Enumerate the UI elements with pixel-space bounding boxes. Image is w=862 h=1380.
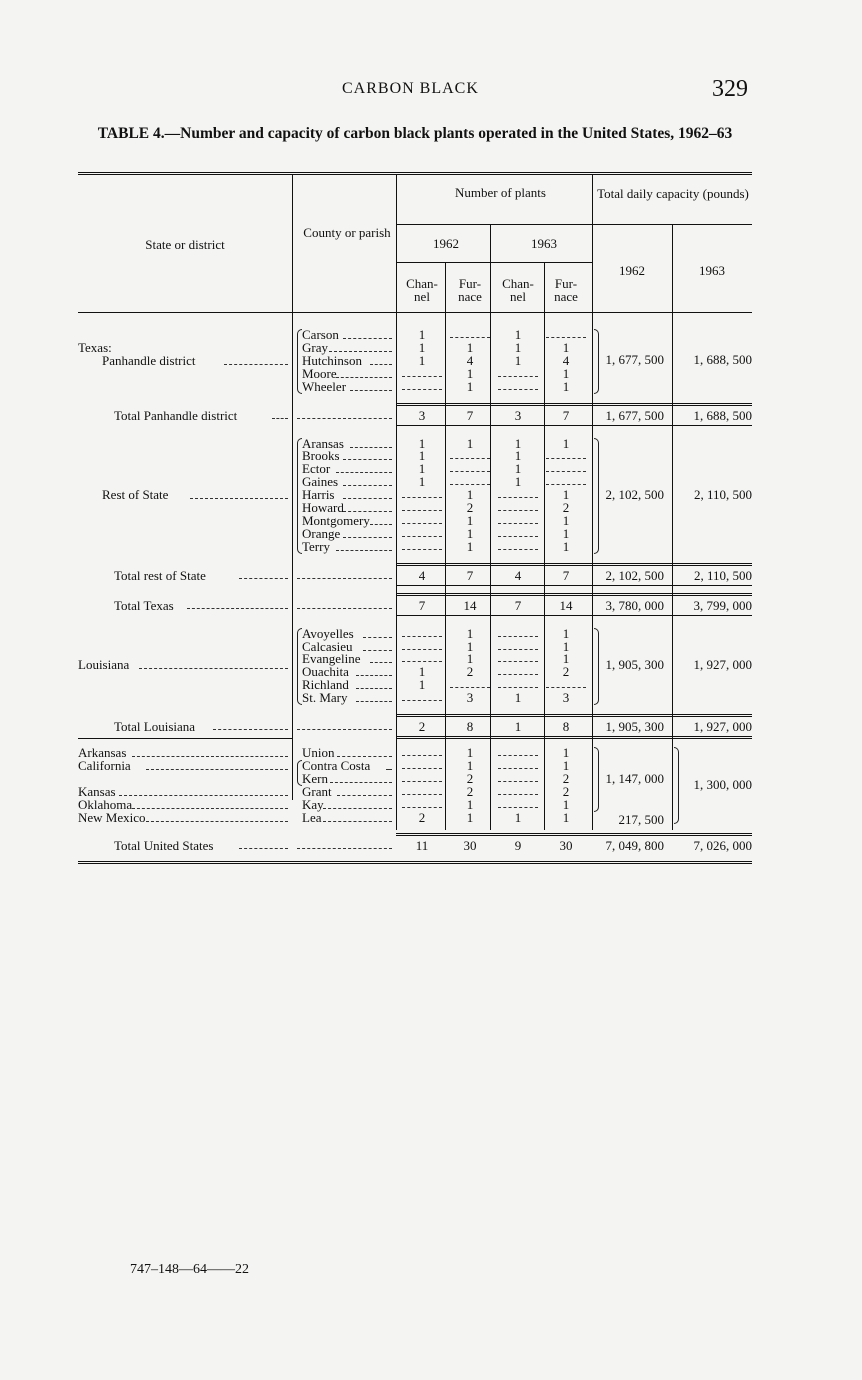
- leader-dots: [337, 795, 392, 796]
- header-rule: [78, 312, 752, 313]
- table-caption: TABLE 4.—Number and capacity of carbon black plants operated in the United States, 1962–63: [97, 125, 733, 142]
- capacity-1962: 1, 677, 500: [605, 352, 664, 368]
- leader-dots: [132, 756, 288, 757]
- leader-dots: [297, 578, 392, 579]
- page-number: 329: [712, 76, 748, 102]
- leader-dots: [146, 821, 288, 822]
- county-name: Carson: [302, 327, 339, 342]
- plant-count: 1: [418, 339, 426, 355]
- leader-dots: [343, 498, 392, 499]
- plant-count: 1: [562, 651, 570, 667]
- plant-count: 1: [562, 638, 570, 654]
- state-name: Texas:: [78, 340, 112, 356]
- plant-count: 1: [466, 809, 474, 825]
- leader-dots: [336, 377, 392, 378]
- plant-count: 1: [562, 339, 570, 355]
- county-name: Harris: [302, 487, 335, 503]
- county-name: Montgomery: [302, 512, 370, 528]
- header-capacity-1963: 1963: [699, 263, 725, 278]
- capacity-1962: 217, 500: [618, 811, 664, 827]
- plant-count: 1: [562, 435, 570, 451]
- county-name: Lea: [302, 809, 322, 825]
- plant-count: 1: [466, 378, 474, 394]
- total-count: 7: [418, 597, 426, 613]
- header-county: County or parish: [303, 225, 391, 240]
- plant-count: 1: [562, 538, 570, 554]
- plant-count: 1: [466, 625, 474, 641]
- county-name: Evangeline: [302, 651, 361, 667]
- county-name: Grant: [302, 783, 332, 799]
- print-code: 747–148—64——22: [130, 1262, 249, 1277]
- total-count: 30: [463, 838, 477, 854]
- county-name: Aransas: [302, 435, 344, 451]
- leader-dots: [330, 782, 392, 783]
- total-capacity-1962: 1, 677, 500: [605, 407, 664, 423]
- county-name: Wheeler: [302, 378, 347, 394]
- total-count: 7: [562, 407, 570, 423]
- total-capacity-1963: 1, 688, 500: [693, 407, 752, 423]
- leader-dots: [370, 524, 392, 525]
- leader-dots: [450, 687, 490, 688]
- plant-count: 1: [562, 809, 570, 825]
- plant-count: 3: [562, 690, 570, 706]
- total-capacity-1963: 1, 927, 000: [693, 719, 752, 734]
- total-capacity-1963: 3, 799, 000: [693, 597, 752, 613]
- state-name: Rest of State: [102, 486, 169, 502]
- state-name: Kansas: [78, 783, 116, 799]
- plant-count: 1: [514, 327, 522, 342]
- plant-count: 4: [466, 352, 474, 368]
- plant-count: 1: [418, 664, 426, 680]
- rule: [396, 563, 752, 564]
- leader-dots: [239, 578, 288, 579]
- rule: [78, 738, 292, 739]
- rule: [396, 262, 592, 263]
- rule: [396, 714, 752, 715]
- total-count: 3: [418, 407, 426, 423]
- total-count: 7: [466, 407, 474, 423]
- plant-count: 1: [514, 461, 522, 477]
- county-name: Gaines: [302, 474, 339, 490]
- county-name: Kern: [302, 770, 328, 786]
- county-name: Orange: [302, 525, 341, 541]
- county-name: Terry: [302, 538, 330, 554]
- plant-count: 1: [418, 677, 426, 693]
- leader-dots: [343, 511, 392, 512]
- leader-dots: [350, 390, 392, 391]
- running-title: CARBON BLACK: [342, 80, 479, 97]
- header-number-of-plants: Number of plants: [455, 185, 546, 200]
- capacity-1962: 1, 147, 000: [605, 771, 664, 786]
- county-name: Howard: [302, 500, 344, 515]
- county-name: Kay: [302, 796, 324, 812]
- leader-dots: [239, 848, 288, 849]
- plant-count: 4: [562, 352, 570, 368]
- leader-dots: [546, 687, 586, 688]
- column-rule: [292, 174, 293, 800]
- rule: [592, 224, 752, 225]
- leader-dots: [297, 418, 392, 419]
- plant-count: 1: [466, 512, 474, 528]
- plant-count: 1: [466, 435, 474, 451]
- plant-count: 1: [514, 435, 522, 451]
- county-name: Brooks: [302, 448, 340, 464]
- county-brace: [297, 760, 302, 786]
- plant-count: 1: [562, 745, 570, 760]
- plant-count: 1: [562, 378, 570, 394]
- total-count: 14: [463, 597, 477, 613]
- total-count: 4: [418, 567, 426, 583]
- total-capacity-1963: 2, 110, 500: [693, 567, 752, 583]
- county-name: Ector: [302, 461, 331, 477]
- plant-count: 1: [562, 525, 570, 541]
- rule: [396, 615, 752, 616]
- plant-count: 1: [514, 809, 522, 825]
- county-name: Calcasieu: [302, 638, 353, 654]
- total-count: 7: [514, 597, 522, 613]
- leader-dots: [386, 769, 392, 770]
- header-year-1963: 1963: [531, 236, 557, 251]
- rule: [396, 403, 752, 404]
- capacity-1963: 1, 688, 500: [693, 352, 752, 368]
- total-count: 8: [562, 719, 570, 734]
- total-capacity-1962: 2, 102, 500: [605, 567, 664, 583]
- county-name: Union: [302, 745, 335, 760]
- leader-dots: [498, 687, 538, 688]
- leader-dots: [224, 364, 288, 365]
- state-name: Arkansas: [78, 745, 127, 760]
- total-count: 8: [466, 719, 474, 734]
- leader-dots: [297, 729, 392, 730]
- grand-total-label: Total United States: [114, 838, 214, 854]
- header-furnace: nace: [458, 289, 482, 304]
- plant-count: 2: [562, 783, 570, 799]
- rule: [396, 565, 752, 566]
- capacity-1963: 1, 927, 000: [693, 657, 752, 673]
- total-count: 4: [514, 567, 522, 583]
- plant-count: 1: [514, 690, 522, 706]
- total-count: 7: [466, 567, 474, 583]
- rule: [396, 593, 752, 594]
- county-name: Moore: [302, 365, 337, 381]
- leader-dots: [546, 471, 586, 472]
- capacity-1963: 2, 110, 500: [693, 486, 752, 502]
- plant-count: 1: [466, 745, 474, 760]
- total-count: 7: [562, 567, 570, 583]
- total-count: 14: [559, 597, 573, 613]
- plant-count: 1: [562, 365, 570, 381]
- county-name: St. Mary: [302, 690, 348, 706]
- rule: [396, 585, 752, 586]
- leader-dots: [363, 637, 392, 638]
- rule: [396, 224, 592, 225]
- header-furnace: nace: [554, 289, 578, 304]
- plant-count: 2: [466, 770, 474, 786]
- plant-count: 1: [466, 638, 474, 654]
- rule: [396, 716, 752, 717]
- county-name: Ouachita: [302, 664, 349, 680]
- header-channel: nel: [510, 289, 526, 304]
- plant-count: 1: [418, 435, 426, 451]
- header-channel: nel: [414, 289, 430, 304]
- rule: [396, 738, 752, 739]
- rule: [396, 833, 752, 834]
- plant-count: 1: [418, 327, 426, 342]
- leader-dots: [336, 550, 392, 551]
- state-name: Oklahoma: [78, 796, 133, 812]
- plant-count: 2: [466, 500, 474, 515]
- total-capacity-1962: 3, 780, 000: [605, 597, 664, 613]
- plant-count: 1: [562, 487, 570, 503]
- plant-count: 1: [466, 525, 474, 541]
- top-rule: [78, 174, 752, 175]
- plant-count: 2: [418, 809, 426, 825]
- plant-count: 1: [466, 365, 474, 381]
- total-count: 3: [514, 407, 522, 423]
- plant-count: 2: [466, 783, 474, 799]
- leader-dots: [213, 729, 288, 730]
- capacity-1962: 1, 905, 300: [605, 657, 664, 673]
- rule: [396, 405, 752, 406]
- top-rule: [78, 172, 752, 173]
- plant-count: 1: [466, 339, 474, 355]
- rule: [396, 595, 752, 596]
- header-capacity-1962: 1962: [619, 263, 645, 278]
- county-name: Hutchinson: [302, 352, 362, 368]
- leader-dots: [323, 808, 392, 809]
- header-year-1962: 1962: [433, 236, 459, 251]
- plant-count: 1: [562, 757, 570, 773]
- plant-count: 1: [466, 796, 474, 812]
- rule: [396, 835, 752, 836]
- header-furnace: Fur-: [554, 276, 578, 291]
- plant-count: 1: [514, 474, 522, 490]
- total-count: 9: [514, 838, 522, 854]
- leader-dots: [297, 848, 392, 849]
- total-capacity-1963: 7, 026, 000: [693, 838, 752, 854]
- total-count: 30: [559, 838, 573, 854]
- header-state: State or district: [145, 237, 225, 252]
- county-name: Richland: [302, 677, 349, 693]
- leader-dots: [356, 701, 392, 702]
- plant-count: 1: [562, 512, 570, 528]
- rule: [396, 425, 752, 426]
- county-name: Contra Costa: [302, 757, 371, 773]
- leader-dots: [132, 808, 288, 809]
- leader-dots: [363, 650, 392, 651]
- plant-count: 2: [562, 664, 570, 680]
- header-channel: Chan-: [502, 276, 534, 291]
- plant-count: 1: [514, 448, 522, 464]
- leader-dots: [187, 608, 288, 609]
- leader-dots: [546, 484, 586, 485]
- header-capacity: Total daily capacity (pounds): [597, 186, 749, 201]
- total-label: Total rest of State: [114, 567, 206, 583]
- plant-count: 2: [466, 664, 474, 680]
- state-name: New Mexico: [78, 809, 146, 825]
- leader-dots: [546, 337, 586, 338]
- plant-count: 1: [466, 651, 474, 667]
- plant-count: 1: [514, 352, 522, 368]
- plant-count: 2: [562, 770, 570, 786]
- total-count: 1: [514, 719, 522, 734]
- leader-dots: [546, 458, 586, 459]
- plant-count: 1: [466, 538, 474, 554]
- plant-count: 1: [418, 352, 426, 368]
- plant-count: 1: [514, 339, 522, 355]
- total-label: Total Louisiana: [114, 719, 196, 734]
- leader-dots: [119, 795, 288, 796]
- leader-dots: [297, 608, 392, 609]
- total-capacity-1962: 7, 049, 800: [605, 838, 664, 854]
- total-count: 2: [418, 719, 426, 734]
- header-furnace: Fur-: [458, 276, 482, 291]
- county-name: Avoyelles: [302, 625, 354, 641]
- total-count: 11: [415, 838, 429, 854]
- leader-dots: [343, 537, 392, 538]
- capacity-1962: 2, 102, 500: [605, 486, 664, 502]
- plant-count: 1: [466, 487, 474, 503]
- plant-count: 1: [466, 757, 474, 773]
- leader-dots: [337, 756, 392, 757]
- leader-dots: [146, 769, 288, 770]
- total-capacity-1962: 1, 905, 300: [605, 719, 664, 734]
- leader-dots: [370, 662, 392, 663]
- plant-count: 1: [562, 796, 570, 812]
- state-name: California: [78, 757, 131, 773]
- plant-count: 1: [562, 625, 570, 641]
- column-rule: [672, 224, 673, 830]
- total-label: Total Texas: [114, 597, 174, 613]
- plant-count: 3: [466, 690, 474, 706]
- county-name: Gray: [302, 339, 328, 355]
- total-label: Total Panhandle district: [114, 407, 238, 423]
- leader-dots: [139, 668, 288, 669]
- leader-dots: [190, 498, 288, 499]
- header-channel: Chan-: [406, 276, 438, 291]
- bottom-rule: [78, 861, 752, 862]
- plant-count: 2: [562, 500, 570, 515]
- rule: [396, 736, 752, 737]
- plant-count: 1: [418, 461, 426, 477]
- leader-dots: [272, 418, 288, 419]
- state-name: Louisiana: [78, 657, 130, 673]
- plant-count: 1: [418, 474, 426, 490]
- bottom-rule: [78, 863, 752, 864]
- district-name: Panhandle district: [102, 353, 196, 369]
- plant-count: 1: [418, 448, 426, 464]
- capacity-1963: 1, 300, 000: [693, 777, 752, 792]
